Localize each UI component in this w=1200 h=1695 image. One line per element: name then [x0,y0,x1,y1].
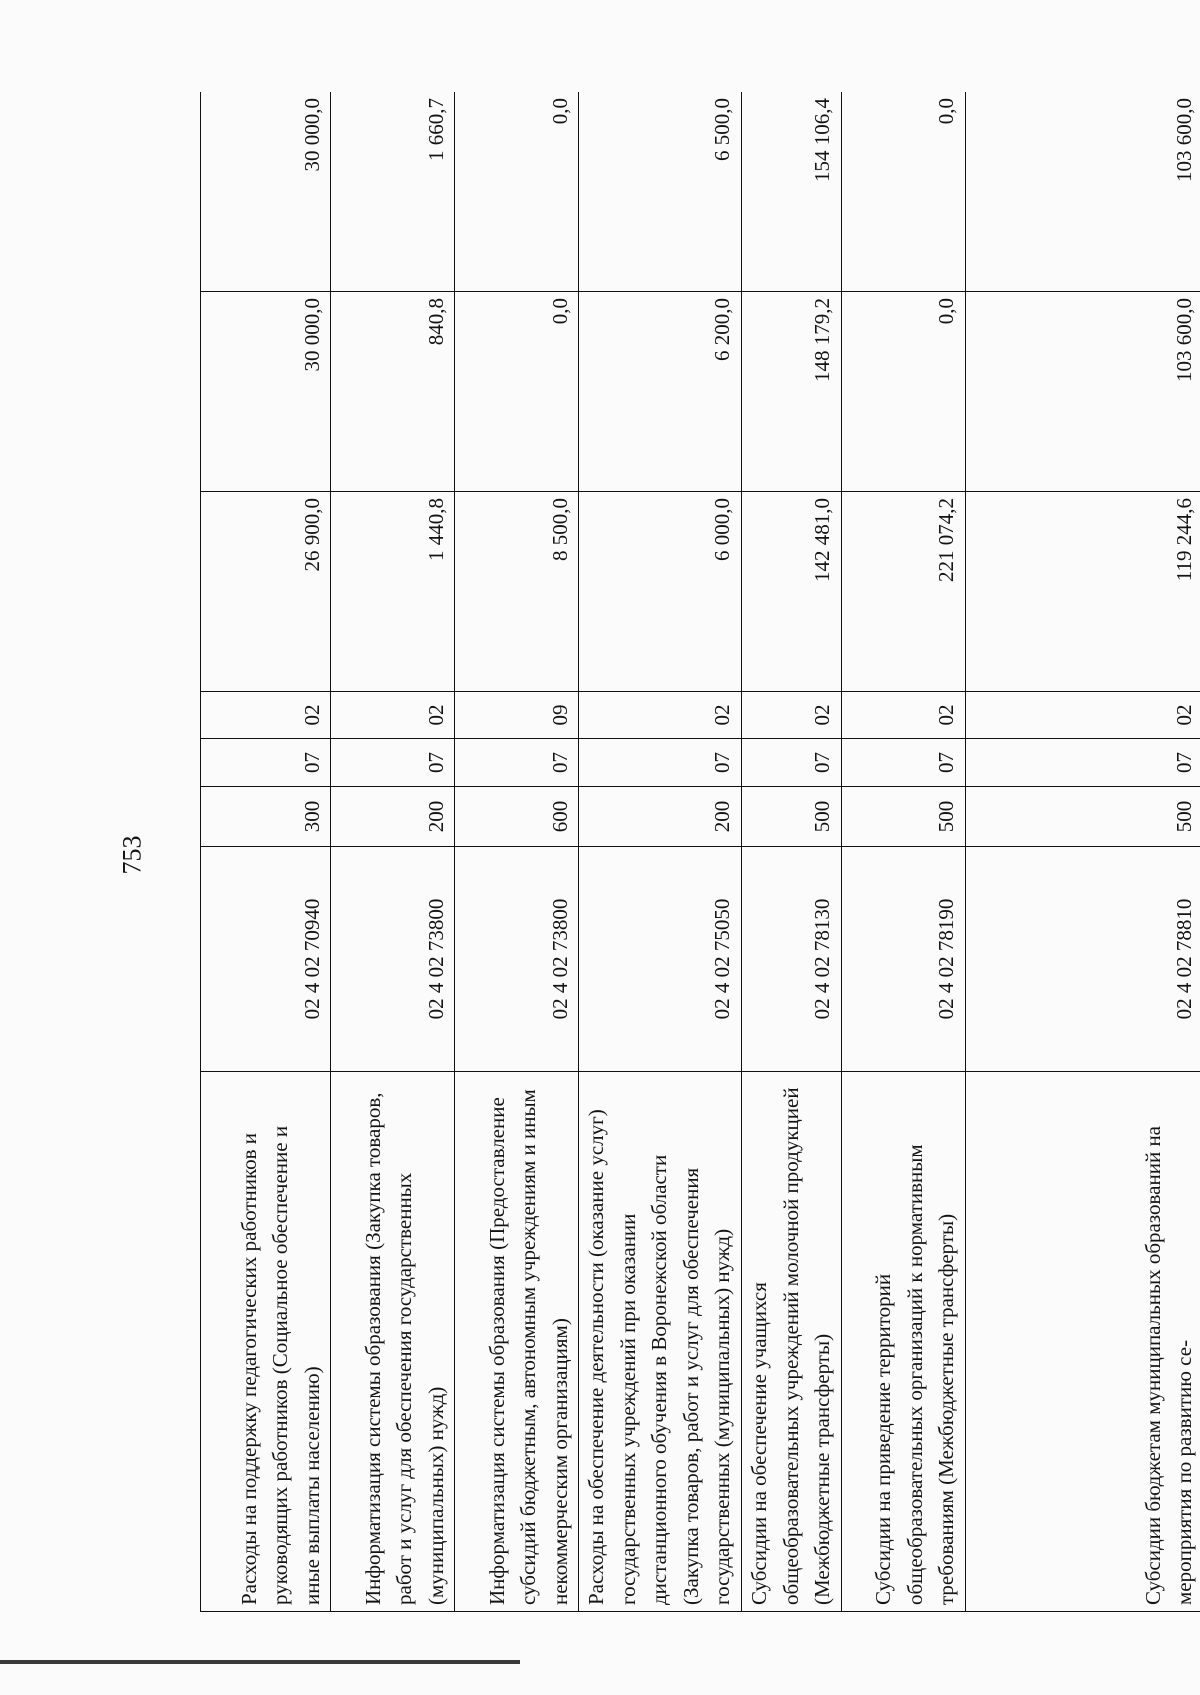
row-target-article-code: 02 4 02 75050 [579,847,742,1072]
row-amount-1: 119 244,6 [965,492,1200,692]
page-number-text: 753 [117,835,146,875]
table-row [965,92,1200,1612]
row-expense-type-code: 300 [201,787,331,847]
row-subsection-code: 02 [331,692,455,739]
row-subsection-code: 02 [965,692,1200,739]
row-subsection-code: 02 [741,692,841,739]
row-amount-1: 26 900,0 [201,492,331,692]
row-expense-type-code: 500 [841,787,965,847]
table-row [331,92,455,1612]
row-amount-3: 103 600,0 [965,92,1200,292]
row-section-code: 07 [455,739,579,787]
row-section-code: 07 [201,739,331,787]
row-amount-2: 0,0 [841,292,965,492]
row-amount-3: 0,0 [841,92,965,292]
row-amount-2: 148 179,2 [741,292,841,492]
row-expense-type-code: 600 [455,787,579,847]
row-description: Информатизация системы образования (Закупка товаров, работ и услуг для обеспечения государственных (муниципальных) нужд) [331,1072,455,1612]
row-amount-2: 0,0 [455,292,579,492]
row-description: Субсидии на приведение территорий общеобразовательных организаций к нормативным требованиям (Межбюджетные трансферты) [841,1072,965,1612]
row-subsection-code: 02 [579,692,742,739]
row-section-code: 07 [579,739,742,787]
row-amount-2: 103 600,0 [965,292,1200,492]
table-row [841,92,965,1612]
row-subsection-code: 02 [841,692,965,739]
row-subsection-code: 09 [455,692,579,739]
row-subsection-code: 02 [201,692,331,739]
row-target-article-code: 02 4 02 73800 [331,847,455,1072]
budget-table [200,92,1200,1612]
row-amount-1: 1 440,8 [331,492,455,692]
row-target-article-code: 02 4 02 70940 [201,847,331,1072]
table-row [579,92,742,1612]
row-amount-3: 0,0 [455,92,579,292]
row-section-code: 07 [841,739,965,787]
table-row [741,92,841,1612]
row-description: Субсидии бюджетам муниципальных образований на мероприятия по развитию се- [965,1072,1200,1612]
row-description: Информатизация системы образования (Предоставление субсидий бюджетным, автономным учреждениям и иным некоммерческим организациям) [455,1072,579,1612]
row-amount-2: 840,8 [331,292,455,492]
row-amount-3: 6 500,0 [579,92,742,292]
row-section-code: 07 [741,739,841,787]
row-target-article-code: 02 4 02 78130 [741,847,841,1072]
table-row [455,92,579,1612]
row-amount-1: 221 074,2 [841,492,965,692]
row-description: Субсидии на обеспечение учащихся общеобразовательных учреждений молочной продукцией (Межбюджетные трансферты) [741,1072,841,1612]
row-amount-2: 30 000,0 [201,292,331,492]
row-amount-3: 30 000,0 [201,92,331,292]
row-amount-1: 142 481,0 [741,492,841,692]
row-target-article-code: 02 4 02 78190 [841,847,965,1072]
row-amount-3: 154 106,4 [741,92,841,292]
bottom-divider [0,1660,520,1664]
row-section-code: 07 [965,739,1200,787]
row-section-code: 07 [331,739,455,787]
row-amount-1: 6 000,0 [579,492,742,692]
row-expense-type-code: 200 [331,787,455,847]
row-target-article-code: 02 4 02 78810 [965,847,1200,1072]
row-expense-type-code: 500 [741,787,841,847]
budget-table-region [200,92,1200,1612]
row-description: Расходы на поддержку педагогических работников и руководящих работников (Социальное обеспечение и иные выплаты населению) [201,1072,331,1612]
row-amount-1: 8 500,0 [455,492,579,692]
row-amount-3: 1 660,7 [331,92,455,292]
row-expense-type-code: 500 [965,787,1200,847]
row-description: Расходы на обеспечение деятельности (оказание услуг) государственных учреждений при оказании дистанционного обучения в Воронежской области (Закупка товаров, работ и услуг для обеспечения государственных (муниципальных) нужд) [579,1072,742,1612]
row-target-article-code: 02 4 02 73800 [455,847,579,1072]
row-expense-type-code: 200 [579,787,742,847]
row-amount-2: 6 200,0 [579,292,742,492]
page-number [112,825,152,885]
table-row [201,92,331,1612]
